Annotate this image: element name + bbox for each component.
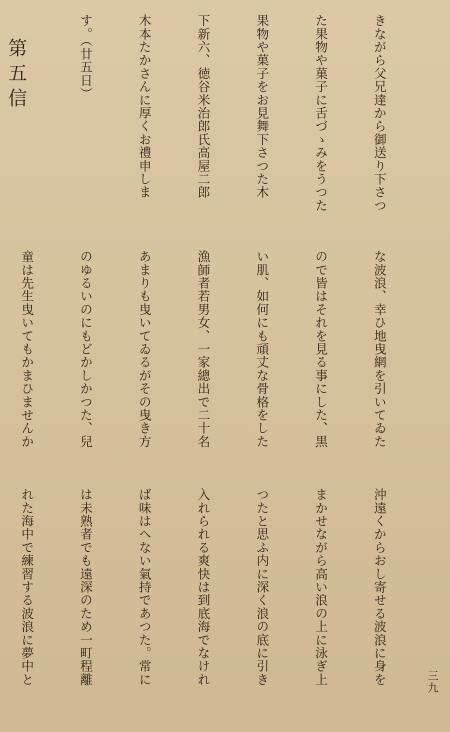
text-band-top: [5, 14, 428, 236]
text-column: きながら父兄達から御送り下さつ: [371, 14, 387, 212]
text-column: 果物や菓子をお見舞下さつた木: [254, 14, 270, 199]
text-column: 漁師者若男女、一家總出で二十名: [195, 250, 211, 448]
text-column: い肌、如何にも頑丈な骨格をした: [254, 250, 270, 448]
text-column: れた海中で練習する波浪に夢中と: [19, 488, 35, 686]
text-band-bottom: [19, 488, 428, 710]
text-column: あまりも曳いてゐるがその曳き方: [136, 250, 152, 448]
text-column: ば味はへない氣持であつた。常に: [136, 488, 152, 686]
text-column: た果物や菓子に舌づゝみをうつた: [313, 14, 329, 212]
section-heading-5: 第五信: [5, 38, 28, 113]
text-column: 入れられる爽快は到底海でなけれ: [195, 488, 211, 686]
text-column: 沖遠くからおし寄せる波浪に身を: [371, 488, 387, 686]
text-column: は未熟者でも遠深のため一町程離: [77, 488, 93, 686]
text-column: 下新六、徳谷米治郎氏高屋二郎: [195, 14, 211, 199]
text-column: 童は先生曳いてもかまひませんか: [19, 250, 35, 448]
text-band-middle: [19, 250, 428, 478]
text-column: す。（廿五日）: [77, 14, 93, 101]
text-column: な波浪、幸ひ地曳網を引いてゐた: [371, 250, 387, 448]
text-column: のゆるいのにもどかしかつた、兒: [77, 250, 93, 448]
text-column: ので皆はそれを見る事にした、黒: [313, 250, 329, 448]
text-column: まかせながら高い浪の上に泳ぎ上: [313, 488, 329, 686]
text-column: 木本たかさんに厚くお禮申しま: [136, 14, 152, 199]
text-column: つたと思ふ内に深く浪の底に引き: [254, 488, 270, 686]
page-number: 三九: [426, 670, 439, 694]
